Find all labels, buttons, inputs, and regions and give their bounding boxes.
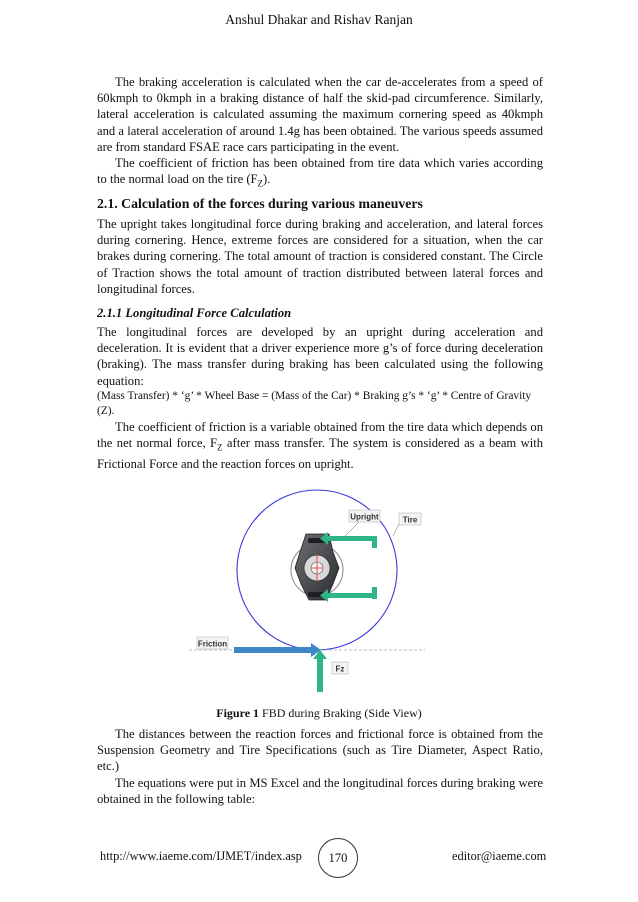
after-paragraph-2: The equations were put in MS Excel and the longitudinal forces during braking were obtained in the following table: — [97, 775, 543, 806]
section-body — [97, 216, 543, 297]
fbd-figure — [179, 472, 425, 696]
subsection-paragraph-2: The coefficient of friction is a variable obtained from the tire data which depends on the net normal force, $F_Z$ after mass transfer. The system is considered as a beam with Frictional Force and the reaction forces on upright. — [97, 419, 544, 471]
after-paragraph-1: The distances between the reaction forces and frictional force is obtained from the Suspension Geometry and Tire Specifications (such as Tire Diameter, Aspect Ratio, etc.) — [97, 727, 543, 774]
svg-text:Fz: Fz — [335, 664, 345, 674]
editor-email[interactable]: editor@iaeme.com — [452, 849, 547, 863]
section-heading: 2.1. Calculation of the forces during various maneuvers — [97, 196, 423, 211]
after-figure-block — [97, 726, 543, 807]
intro-paragraph-2: The coefficient of friction has been obtained from tire data which varies according to the normal load on the tire $(F_Z)$. — [97, 156, 543, 189]
journal-url[interactable]: http://www.iaeme.com/IJMET/index.asp — [100, 849, 302, 863]
svg-text:Upright: Upright — [350, 512, 379, 522]
subsection-body — [97, 324, 543, 472]
svg-text:Friction: Friction — [197, 639, 228, 649]
intro-paragraph-1: The braking acceleration is calculated when the car de-accelerates from a speed of 60kmph to 0kmph in a braking distance of half the skid-pad circumference. Similarly, lateral acceleration is calculated assuming the maximum cornering speed as 40kmph and a lateral acceleration of around 1.4g has been obtained. The various speeds assumed are from standard FSAE race cars participating in the event. — [97, 75, 543, 154]
subsection-paragraph: The longitudinal forces are developed by an upright during acceleration and deceleration. It is evident that a driver experience more g’s of force during deceleration (braking). The mass transfer during braking has been calculated using the following equation: — [97, 325, 543, 388]
mass-transfer-equation: (Mass Transfer) * ‘g’ * Wheel Base = (Mass of the Car) * Braking g’s * ‘g’ * Centre of Gravity (Z). — [97, 389, 532, 417]
friction-label — [197, 637, 228, 649]
section-paragraph: The upright takes longitudinal force during braking and acceleration, and lateral forces during cornering. Hence, extreme forces are considered for a situation, when the car brakes during cornering. The total amount of traction is considered constant. The Circle of Traction shows the total amount of traction distributed between lateral forces and longitudinal forces. — [97, 217, 543, 296]
fz-label — [332, 662, 348, 674]
svg-text:Tire: Tire — [402, 515, 418, 525]
intro-block — [97, 74, 543, 192]
running-header: Anshul Dhakar and Rishav Ranjan — [225, 12, 413, 27]
page-number: 170 — [318, 838, 358, 878]
subsection-heading: 2.1.1 Longitudinal Force Calculation — [97, 306, 292, 320]
figure-caption: Figure 1 FBD during Braking (Side View) — [216, 706, 422, 720]
